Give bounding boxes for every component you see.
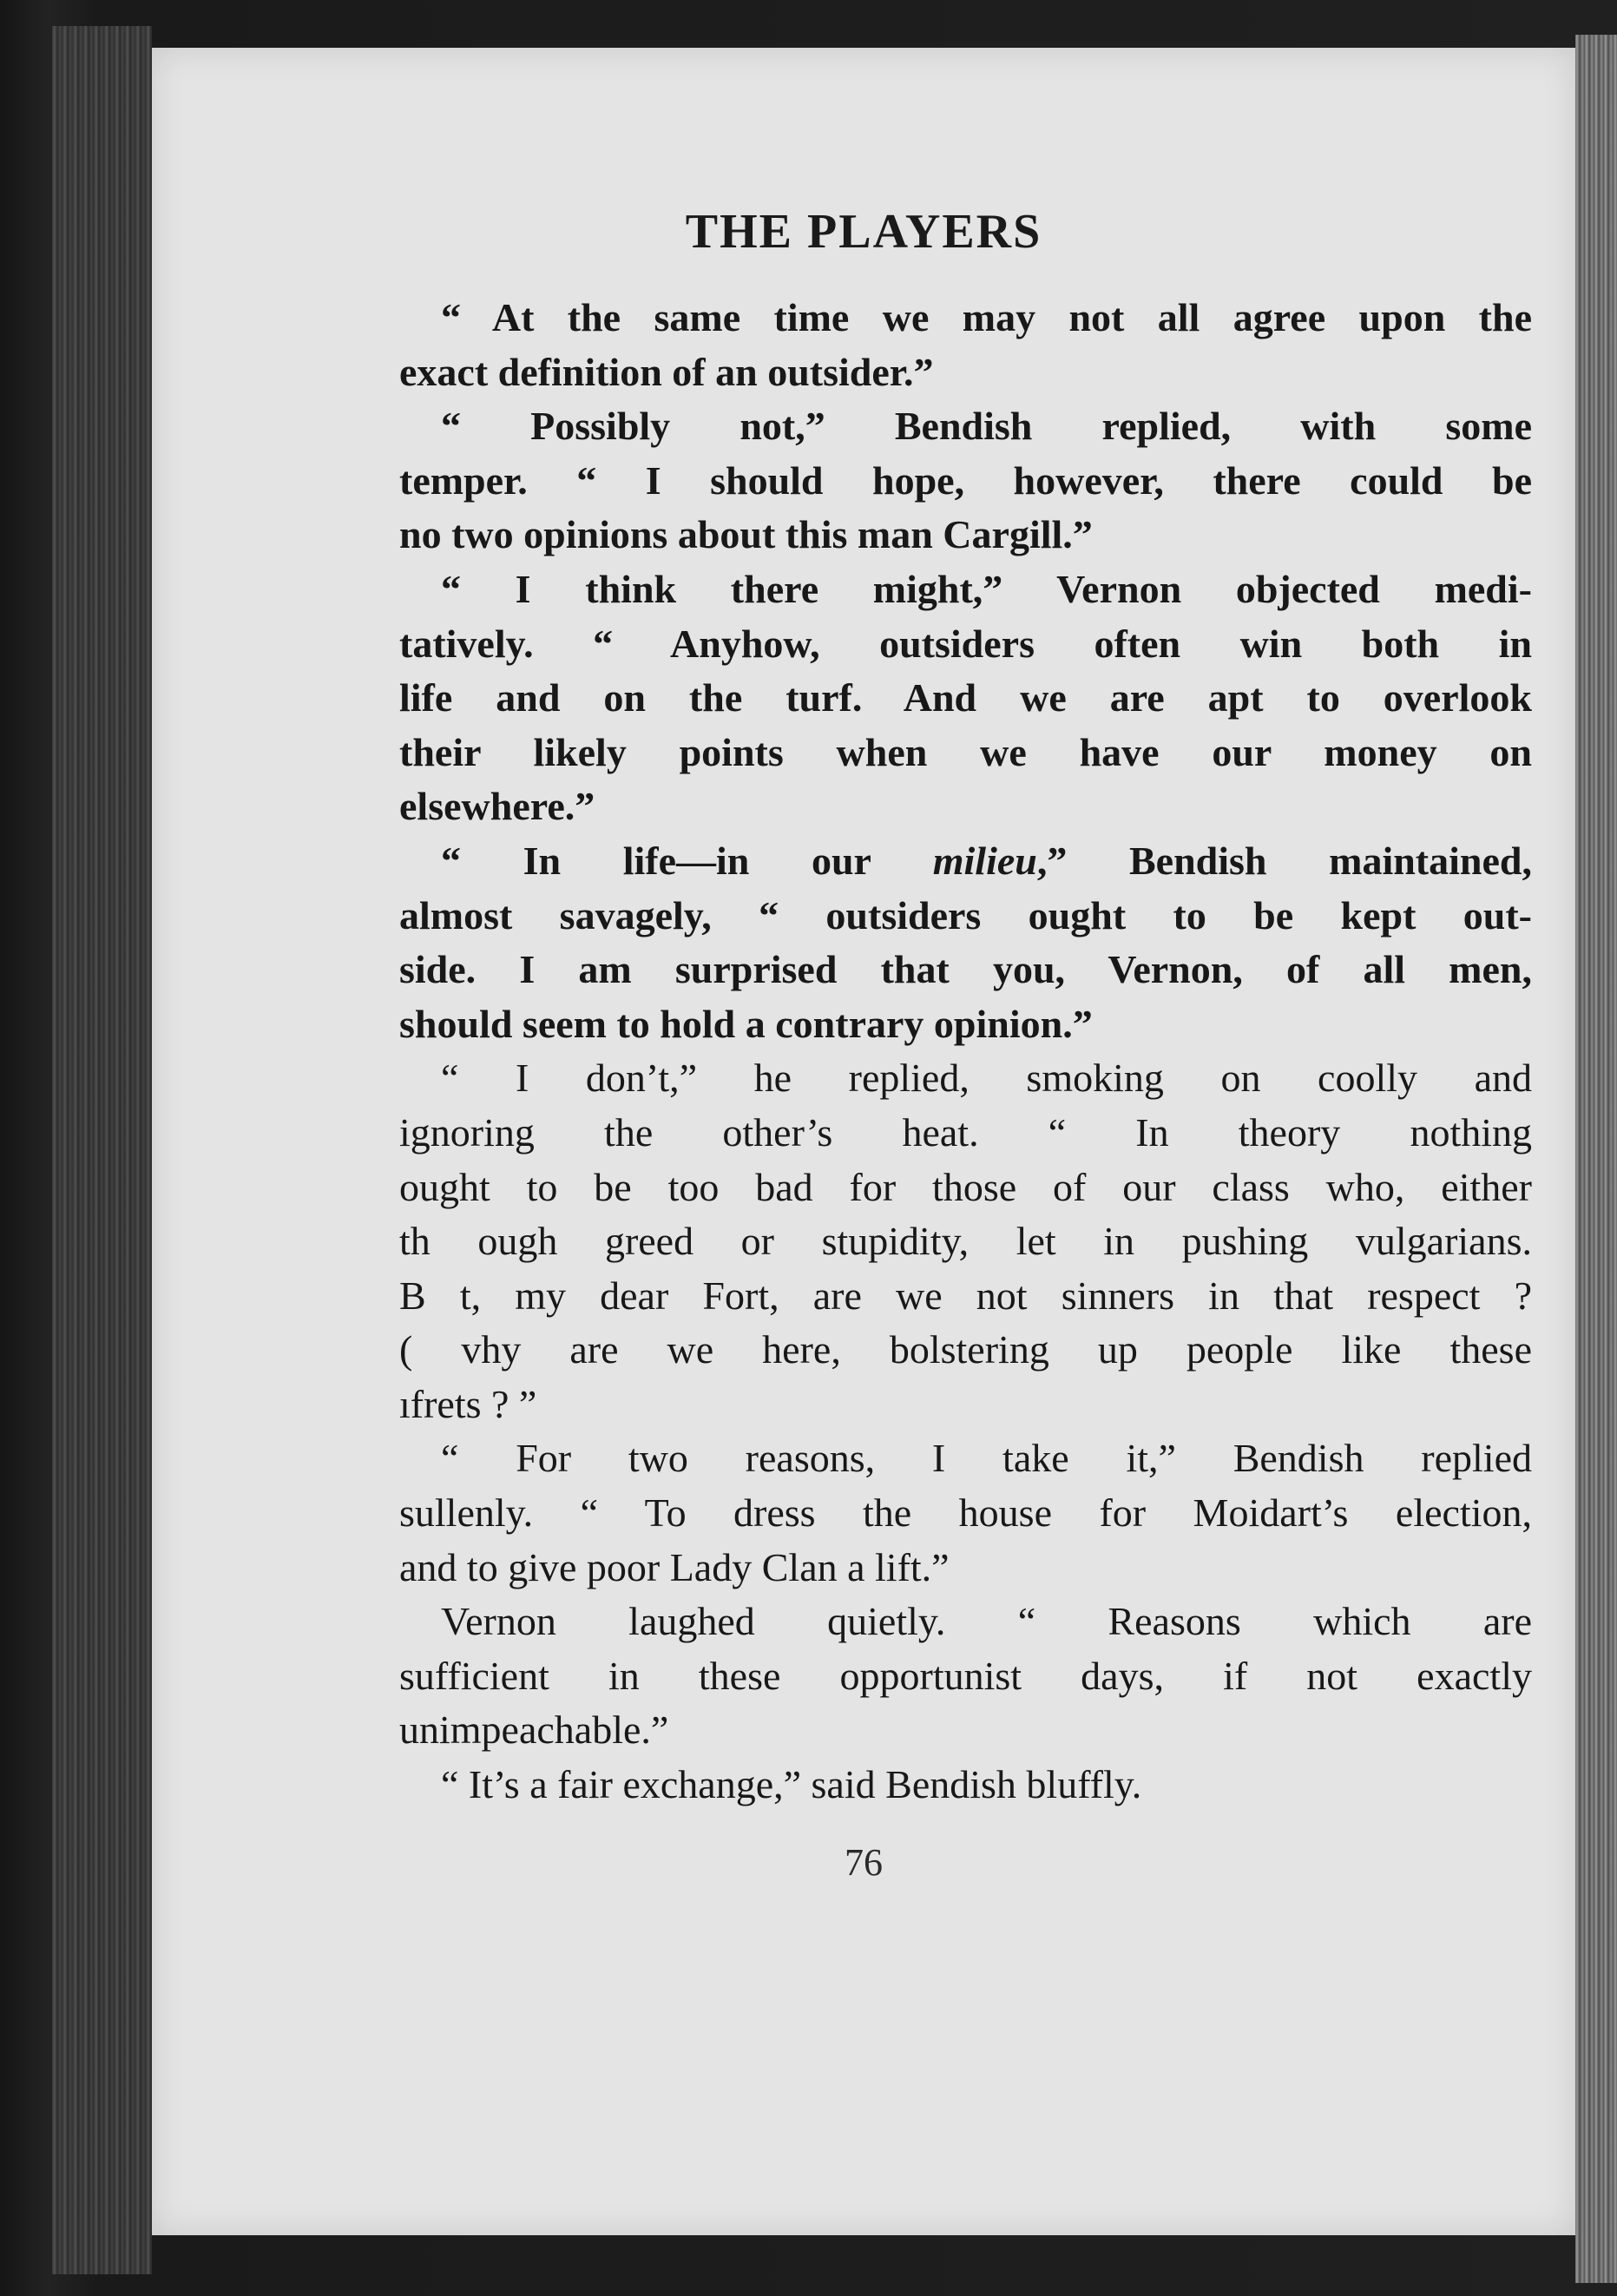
text-line: “ At the same time we may not all agree upon the	[441, 295, 1532, 339]
text-line: almost savagely, “ outsiders ought to be kept out-	[399, 892, 1532, 937]
text-line: and to give poor Lady Clan a lift.”	[399, 1544, 950, 1589]
text-line: ıfrets ? ”	[399, 1381, 537, 1426]
text-line: their likely points when we have our money on	[399, 729, 1532, 774]
body-text	[399, 291, 1532, 1812]
text-line: sullenly. “ To dress the house for Moidart’s election,	[399, 1490, 1532, 1536]
text-line: “ I don’t,” he replied, smoking on coolly and	[441, 1056, 1532, 1101]
book-spine-edge	[52, 26, 152, 2274]
text-line: th ough greed or stupidity, let in pushing vulgarians.	[399, 1219, 1532, 1264]
page-number: 76	[845, 1841, 883, 1884]
paragraph	[399, 1431, 1532, 1595]
text-line: no two opinions about this man Cargill.”	[399, 512, 1093, 557]
text-line: side. I am surprised that you, Vernon, of all men,	[399, 947, 1532, 992]
text-line: exact definition of an outsider.”	[399, 349, 934, 394]
paragraph	[399, 834, 1532, 1051]
paragraph	[399, 1051, 1532, 1431]
text-line: “ It’s a fair exchange,” said Bendish bluffly.	[441, 1762, 1142, 1807]
text-line: ignoring the other’s heat. “ In theory nothing	[399, 1109, 1532, 1155]
book-page	[152, 48, 1575, 2235]
text-line: “ For two reasons, I take it,” Bendish replied	[441, 1436, 1532, 1481]
text-line: ( vhy are we here, bolstering up people like these	[399, 1327, 1532, 1372]
text-line: Vernon laughed quietly. “ Reasons which are	[441, 1599, 1532, 1644]
text-line: temper. “ I should hope, however, there could be	[399, 457, 1532, 503]
text-line: life and on the turf. And we are apt to overlook	[399, 675, 1532, 720]
running-header: THE PLAYERS	[685, 205, 1042, 259]
text-line: unimpeachable.”	[399, 1707, 669, 1753]
paragraph	[399, 399, 1532, 562]
paragraph	[399, 1758, 1532, 1812]
text-line: should seem to hold a contrary opinion.”	[399, 1001, 1093, 1046]
paragraph	[399, 1595, 1532, 1758]
italic-word: milieu	[932, 838, 1037, 883]
paragraph	[399, 291, 1532, 399]
text-line: elsewhere.”	[399, 784, 595, 829]
text-line: ought to be too bad for those of our class who, either	[399, 1164, 1532, 1209]
text-line: tatively. “ Anyhow, outsiders often win both in	[399, 621, 1532, 666]
text-line: sufficient in these opportunist days, if not exactly	[399, 1653, 1532, 1698]
text-line: “ Possibly not,” Bendish replied, with some	[441, 404, 1532, 449]
text-line: “ I think there might,” Vernon objected medi-	[441, 566, 1532, 611]
page-stack-edge	[1575, 35, 1617, 2283]
text-line: B t, my dear Fort, are we not sinners in that respect ?	[399, 1273, 1532, 1318]
text-line: “ In life—in our milieu,” Bendish maintained,	[441, 838, 1532, 883]
paragraph	[399, 562, 1532, 834]
